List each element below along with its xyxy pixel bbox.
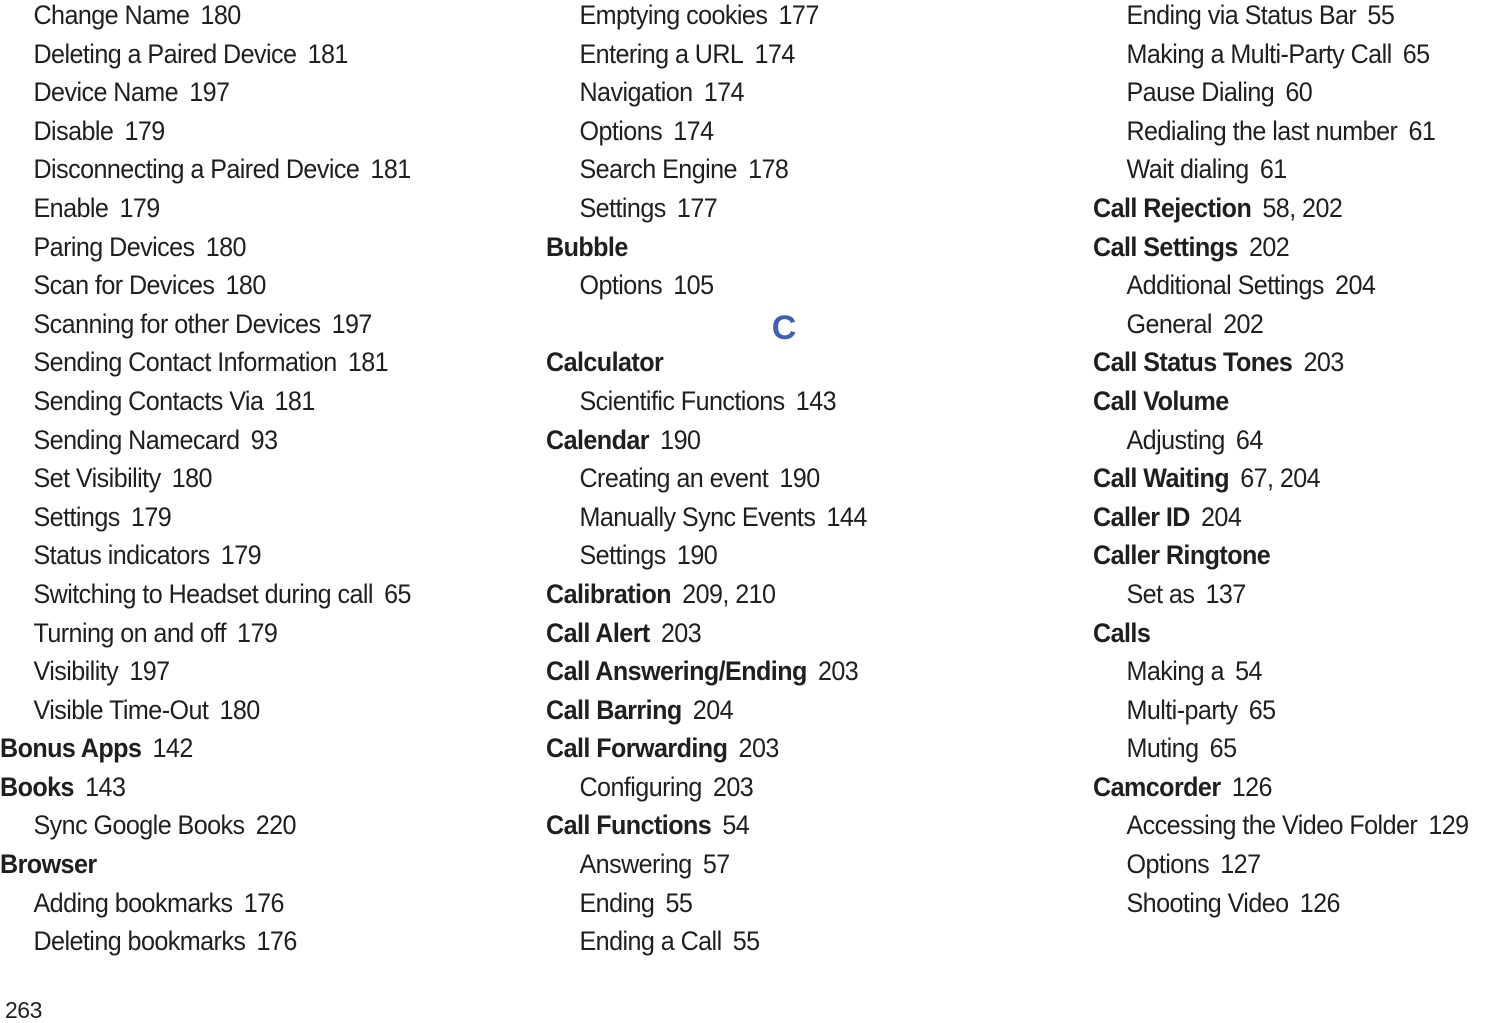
index-column-3	[1093, 0, 1489, 926]
index-main-entry	[546, 347, 1011, 386]
index-sub-entry	[546, 386, 1011, 425]
index-term: Emptying cookies	[579, 0, 768, 30]
index-term: Wait dialing	[1126, 154, 1249, 185]
index-term: Manually Sync Events	[579, 501, 816, 532]
index-sub-entry	[1093, 270, 1489, 309]
index-sub-entry	[0, 270, 465, 309]
index-sub-entry	[546, 116, 1011, 155]
index-sub-entry	[1093, 425, 1489, 464]
index-term: Visible Time-Out	[33, 694, 209, 725]
index-sub-entry	[0, 0, 465, 39]
index-sub-entry	[546, 39, 1011, 78]
index-main-entry	[0, 733, 465, 772]
index-page-refs: 180	[219, 694, 260, 725]
page-number: 263	[5, 997, 42, 1023]
index-sub-entry	[0, 347, 465, 386]
index-page-refs: 197	[129, 656, 170, 687]
index-sub-entry	[0, 39, 465, 78]
index-term: General	[1126, 308, 1212, 339]
index-main-entry	[546, 579, 1011, 618]
index-page-refs: 180	[200, 0, 241, 30]
index-sub-entry	[546, 270, 1011, 309]
index-page-refs: 67, 204	[1240, 463, 1321, 494]
index-sub-entry	[546, 849, 1011, 888]
index-term: Shooting Video	[1126, 887, 1289, 918]
index-sub-entry	[0, 309, 465, 348]
index-sub-entry	[546, 154, 1011, 193]
index-main-entry	[1093, 772, 1489, 811]
index-page-refs: 178	[748, 154, 789, 185]
index-sub-entry	[0, 502, 465, 541]
index-term: Scan for Devices	[33, 270, 215, 301]
index-page-refs: 203	[738, 733, 779, 764]
index-term: Scanning for other Devices	[33, 308, 321, 339]
index-term: Call Forwarding	[546, 733, 728, 764]
index-sub-entry	[1093, 579, 1489, 618]
index-page-refs: 190	[660, 424, 701, 455]
index-term: Ending a Call	[579, 926, 722, 957]
index-term: Enable	[33, 192, 109, 223]
index-page-refs: 61	[1408, 115, 1436, 146]
index-main-entry	[546, 810, 1011, 849]
index-main-entry	[546, 695, 1011, 734]
index-main-entry	[1093, 386, 1489, 425]
index-main-entry	[1093, 618, 1489, 657]
index-term: Sending Namecard	[33, 424, 240, 455]
index-page-refs: 61	[1259, 154, 1287, 185]
index-sub-entry	[0, 695, 465, 734]
index-sub-entry	[1093, 888, 1489, 927]
index-page-refs: 220	[255, 810, 296, 841]
index-page-refs: 64	[1235, 424, 1263, 455]
index-main-entry	[546, 656, 1011, 695]
index-page-refs: 181	[347, 347, 389, 378]
index-term: Scientific Functions	[579, 385, 785, 416]
index-sub-entry	[1093, 656, 1489, 695]
index-page-refs: 174	[754, 38, 795, 69]
index-sub-entry	[1093, 77, 1489, 116]
index-main-entry	[0, 772, 465, 811]
index-page-refs: 55	[732, 926, 760, 957]
index-sub-entry	[0, 540, 465, 579]
index-page-refs: 143	[795, 385, 837, 416]
index-term: Deleting a Paired Device	[33, 38, 297, 69]
index-page-refs: 180	[171, 463, 212, 494]
index-term: Options	[579, 115, 663, 146]
index-page-refs: 209, 210	[682, 578, 776, 609]
index-term: Status indicators	[33, 540, 210, 571]
index-main-entry	[1093, 463, 1489, 502]
index-term: Change Name	[33, 0, 190, 30]
index-page-refs: 181	[274, 385, 315, 416]
index-sub-entry	[0, 579, 465, 618]
index-page-refs: 65	[1248, 694, 1276, 725]
index-term: Calibration	[546, 578, 672, 609]
index-page-refs: 180	[225, 270, 266, 301]
index-term: Call Status Tones	[1093, 347, 1293, 378]
index-term: Call Waiting	[1093, 463, 1230, 494]
index-main-entry	[1093, 347, 1489, 386]
index-term: Entering a URL	[579, 38, 744, 69]
index-page-refs: 55	[665, 887, 693, 918]
index-term: Options	[579, 270, 663, 301]
index-page-refs: 54	[1235, 656, 1262, 687]
index-sub-entry	[0, 116, 465, 155]
index-term: Caller ID	[1093, 501, 1190, 532]
index-term: Multi-party	[1126, 694, 1238, 725]
index-main-entry	[1093, 232, 1489, 271]
index-page-refs: 197	[189, 77, 230, 108]
index-term: Caller Ringtone	[1093, 540, 1271, 571]
index-column-1	[0, 0, 500, 965]
index-term: Bubble	[546, 231, 628, 262]
index-main-entry	[1093, 502, 1489, 541]
index-page-refs: 127	[1220, 849, 1261, 880]
index-sub-entry	[1093, 0, 1489, 39]
index-term: Sending Contacts Via	[33, 385, 264, 416]
index-page-refs: 179	[237, 617, 278, 648]
index-page-refs: 177	[676, 192, 718, 223]
index-term: Ending	[579, 887, 655, 918]
index-term: Deleting bookmarks	[33, 926, 246, 957]
index-term: Additional Settings	[1126, 270, 1324, 301]
index-page-refs: 179	[119, 192, 160, 223]
index-term: Navigation	[579, 77, 693, 108]
index-sub-entry	[0, 618, 465, 657]
index-term: Disable	[33, 115, 114, 146]
index-page-refs: 54	[722, 810, 750, 841]
index-sub-entry	[0, 810, 465, 849]
index-sub-entry	[1093, 849, 1489, 888]
index-sub-entry	[1093, 695, 1489, 734]
index-sub-entry	[0, 232, 465, 271]
index-page-refs: 203	[817, 656, 859, 687]
index-term: Turning on and off	[33, 617, 226, 648]
index-sub-entry	[546, 77, 1011, 116]
index-term: Call Alert	[546, 617, 650, 648]
index-main-entry	[546, 425, 1011, 464]
index-term: Making a	[1126, 656, 1224, 687]
index-sub-entry	[546, 926, 1011, 965]
index-sub-entry	[546, 463, 1011, 502]
index-page-refs: 176	[256, 926, 297, 957]
index-page-refs: 177	[778, 0, 819, 30]
index-page-refs: 142	[152, 733, 193, 764]
index-term: Creating an event	[579, 463, 769, 494]
index-sub-entry	[1093, 810, 1489, 849]
index-term: Ending via Status Bar	[1126, 0, 1357, 30]
index-term: Paring Devices	[33, 231, 195, 262]
index-term: Calculator	[546, 347, 664, 378]
index-term: Options	[1126, 849, 1210, 880]
index-page-refs: 179	[124, 115, 165, 146]
index-term: Call Functions	[546, 810, 712, 841]
index-page-refs: 204	[692, 694, 734, 725]
index-sub-entry	[546, 888, 1011, 927]
index-page-refs: 105	[673, 270, 714, 301]
index-term: Sync Google Books	[33, 810, 245, 841]
index-page-refs: 60	[1285, 77, 1313, 108]
index-term: Switching to Headset during call	[33, 578, 373, 609]
index-page-refs: 57	[702, 849, 730, 880]
index-main-entry	[1093, 540, 1489, 579]
index-term: Call Answering/Ending	[546, 656, 807, 687]
index-sub-entry	[1093, 733, 1489, 772]
index-sub-entry	[546, 772, 1011, 811]
index-page-refs: 137	[1205, 578, 1246, 609]
index-page-refs: 204	[1201, 501, 1242, 532]
index-term: Bonus Apps	[0, 733, 142, 764]
index-sub-entry	[546, 540, 1011, 579]
index-sub-entry	[546, 0, 1011, 39]
index-page-refs: 190	[779, 463, 820, 494]
index-sub-entry	[0, 463, 465, 502]
index-term: Answering	[579, 849, 692, 880]
index-term: Settings	[579, 540, 666, 571]
index-term: Redialing the last number	[1126, 115, 1398, 146]
index-sub-entry	[0, 386, 465, 425]
index-page-refs: 143	[85, 771, 126, 802]
index-page-refs: 176	[243, 887, 284, 918]
index-sub-entry	[1093, 39, 1489, 78]
index-page-refs: 126	[1231, 771, 1272, 802]
index-term: Call Volume	[1093, 385, 1229, 416]
index-term: Call Settings	[1093, 231, 1238, 262]
index-page-refs: 55	[1367, 0, 1395, 30]
index-page-refs: 65	[384, 578, 411, 609]
index-sub-entry	[1093, 309, 1489, 348]
index-page-refs: 174	[673, 115, 714, 146]
index-sub-entry	[546, 193, 1011, 232]
index-sub-entry	[0, 888, 465, 927]
index-term: Settings	[579, 192, 666, 223]
index-term: Books	[0, 771, 74, 802]
index-page-refs: 197	[331, 308, 372, 339]
index-page-refs: 179	[220, 540, 262, 571]
index-term: Camcorder	[1093, 771, 1221, 802]
index-sub-entry	[0, 656, 465, 695]
index-sub-entry	[0, 926, 465, 965]
index-sub-entry	[1093, 154, 1489, 193]
index-term: Muting	[1126, 733, 1199, 764]
index-page-refs: 202	[1248, 231, 1290, 262]
index-main-entry	[546, 618, 1011, 657]
index-term: Adjusting	[1126, 424, 1225, 455]
index-page-refs: 65	[1402, 38, 1430, 69]
index-main-entry	[546, 232, 1011, 271]
index-sub-entry	[0, 193, 465, 232]
index-term: Accessing the Video Folder	[1126, 810, 1418, 841]
index-term: Pause Dialing	[1126, 77, 1275, 108]
index-term: Visibility	[33, 656, 119, 687]
index-main-entry	[546, 733, 1011, 772]
index-column-2	[546, 0, 1046, 965]
index-page-refs: 190	[676, 540, 718, 571]
index-term: Device Name	[33, 77, 179, 108]
index-term: Set Visibility	[33, 463, 161, 494]
index-page-refs: 93	[250, 424, 278, 455]
index-term: Call Barring	[546, 694, 682, 725]
index-term: Disconnecting a Paired Device	[33, 154, 360, 185]
index-term: Calendar	[546, 424, 649, 455]
index-sub-entry	[0, 154, 465, 193]
index-term: Making a Multi-Party Call	[1126, 38, 1392, 69]
index-term: Browser	[0, 849, 97, 880]
index-term: Set as	[1126, 578, 1195, 609]
index-page-refs: 126	[1299, 887, 1340, 918]
index-term: Search Engine	[579, 154, 737, 185]
index-page-refs: 129	[1428, 810, 1469, 841]
index-term: Adding bookmarks	[33, 887, 233, 918]
index-page-refs: 202	[1223, 308, 1264, 339]
index-sub-entry	[1093, 116, 1489, 155]
index-page-refs: 181	[307, 38, 348, 69]
index-sub-entry	[546, 502, 1011, 541]
index-main-entry	[0, 849, 465, 888]
index-page-refs: 180	[205, 231, 246, 262]
index-page-refs: 203	[1303, 347, 1344, 378]
index-page-refs: 58, 202	[1262, 192, 1343, 223]
index-term: Configuring	[579, 771, 702, 802]
index-sub-entry	[0, 77, 465, 116]
index-page-refs: 174	[703, 77, 744, 108]
index-term: Settings	[33, 501, 120, 532]
index-main-entry	[1093, 193, 1489, 232]
index-page-refs: 144	[826, 501, 867, 532]
index-term: Call Rejection	[1093, 192, 1252, 223]
index-page-refs: 181	[370, 154, 411, 185]
index-letter-heading: C	[771, 308, 797, 347]
index-term: Sending Contact Information	[33, 347, 337, 378]
index-page-refs: 203	[712, 771, 754, 802]
index-page-refs: 203	[660, 617, 702, 648]
index-page-refs: 204	[1335, 270, 1376, 301]
index-page-refs: 65	[1209, 733, 1237, 764]
index-sub-entry	[0, 425, 465, 464]
index-term: Calls	[1093, 617, 1151, 648]
index-page-refs: 179	[130, 501, 172, 532]
